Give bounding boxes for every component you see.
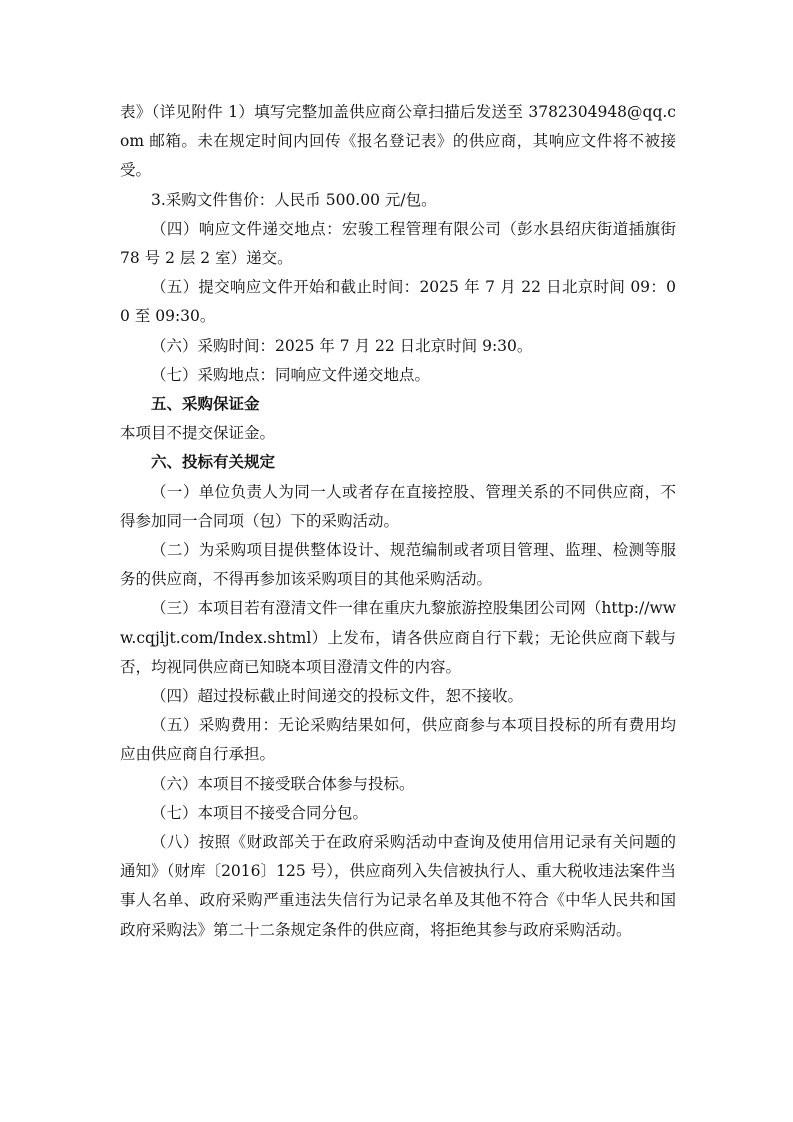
rule-item-4: （四）超过投标截止时间递交的投标文件，恕不接收。 <box>151 687 524 706</box>
paragraph-submission-location: （四）响应文件递交地点：宏骏工程管理有限公司（彭水县绍庆街道插旗街 78 号 2 层 2 室）递交。 <box>120 219 676 268</box>
paragraph-no-deposit: 本项目不提交保证金。 <box>120 424 276 443</box>
paragraph-procurement-time: （六）采购时间：2025 年 7 月 22 日北京时间 9:30。 <box>151 336 533 355</box>
section-heading-deposit: 五、采购保证金 <box>151 395 260 414</box>
paragraph-registration-email: 表》（详见附件 1）填写完整加盖供应商公章扫描后发送至 3782304948@qq.com 邮箱。未在规定时间内回传《报名登记表》的供应商，其响应文件将不被接受。 <box>120 103 676 180</box>
paragraph-submission-time: （五）提交响应文件开始和截止时间：2025 年 7 月 22 日北京时间 09：00 至 09:30。 <box>120 278 676 326</box>
rule-item-7: （七）本项目不接受合同分包。 <box>151 803 369 822</box>
rule-item-6: （六）本项目不接受联合体参与投标。 <box>151 774 415 793</box>
rule-item-5: （五）采购费用：无论采购结果如何，供应商参与本项目投标的所有费用均应由供应商自行承担。 <box>120 716 676 764</box>
rule-item-3: （三）本项目若有澄清文件一律在重庆九黎旅游控股集团公司网（http://www.cqjljt.com/Index.shtml）上发布，请各供应商自行下载；无论供应商下载与否，均视同供应商已知晓本项目澄清文件的内容。 <box>120 599 676 676</box>
rule-item-1: （一）单位负责人为同一人或者存在直接控股、管理关系的不同供应商，不得参加同一合同项（包）下的采购活动。 <box>120 482 676 530</box>
rule-item-8: （八）按照《财政部关于在政府采购活动中查询及使用信用记录有关问题的通知》（财库〔2016〕125 号），供应商列入失信被执行人、重大税收违法案件当事人名单、政府采购严重违法失信行为记录名单及其他不符合《中华人民共和国政府采购法》第二十二条规定条件的供应商，将拒绝其参与政府采购活动。 <box>120 833 676 939</box>
document-body <box>120 98 676 945</box>
rule-item-2: （二）为采购项目提供整体设计、规范编制或者项目管理、监理、检测等服务的供应商，不得再参加该采购项目的其他采购活动。 <box>120 541 676 589</box>
paragraph-procurement-location: （七）采购地点：同响应文件递交地点。 <box>151 365 431 384</box>
section-heading-bidding-rules: 六、投标有关规定 <box>151 453 276 472</box>
paragraph-document-price: 3.采购文件售价：人民币 500.00 元/包。 <box>151 190 437 209</box>
